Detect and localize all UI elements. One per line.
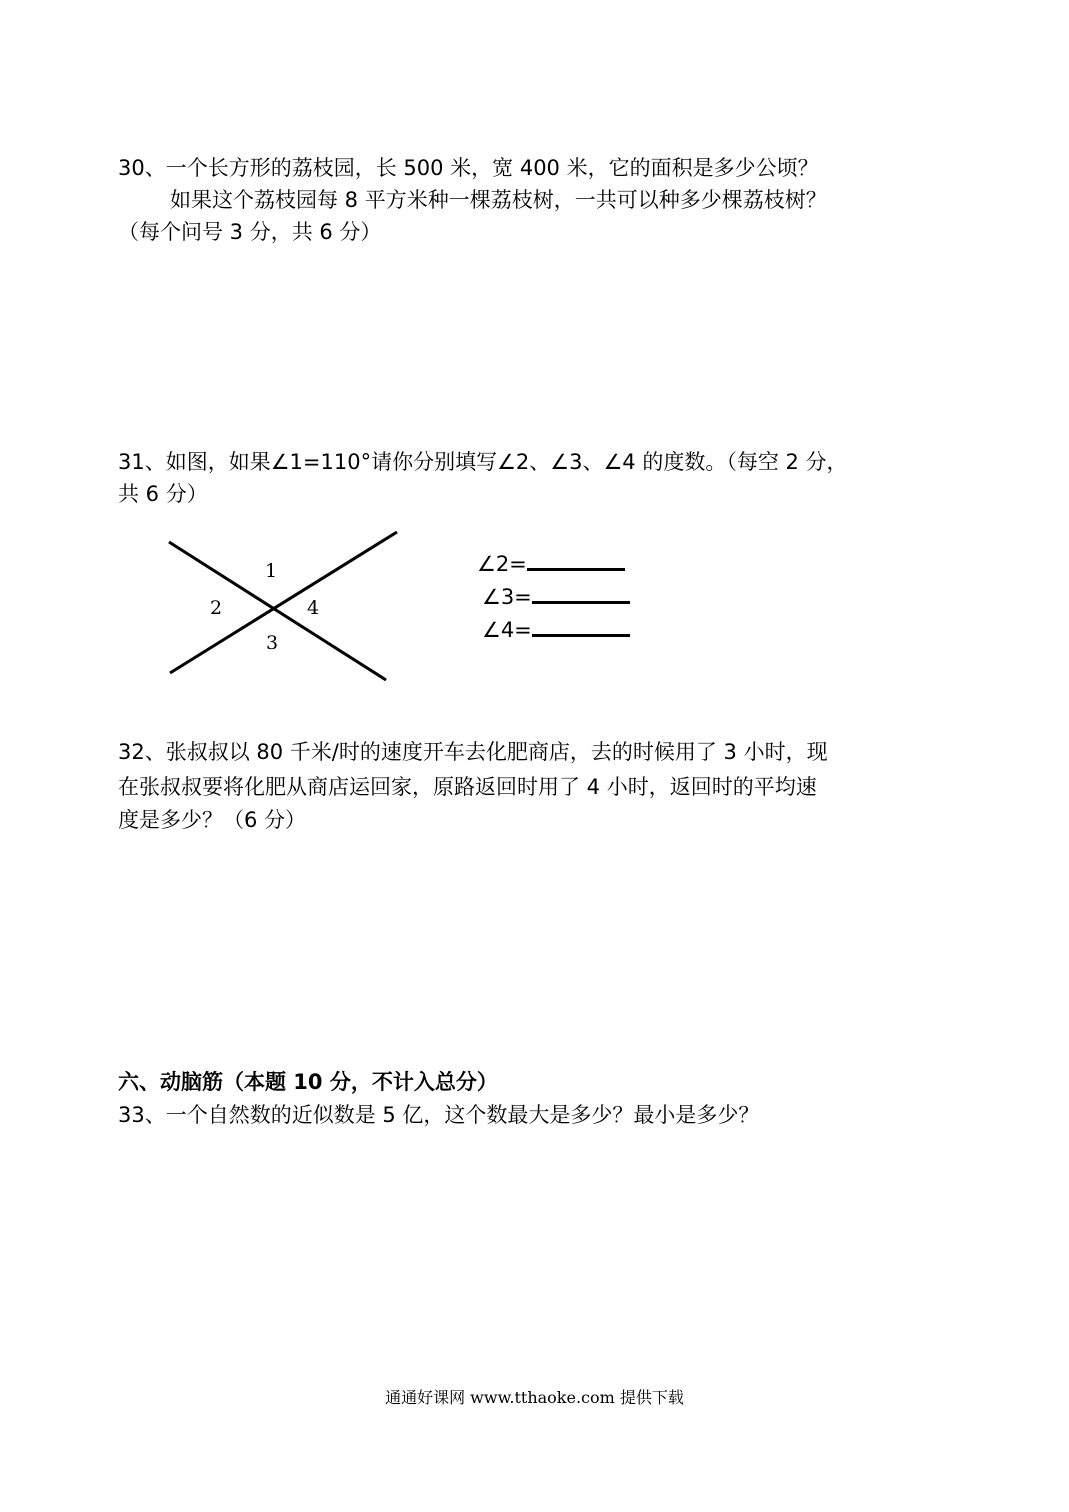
answer-angle-2-blank[interactable] [527,548,625,571]
section-6-heading: 六、动脑筋（本题 10 分，不计入总分） [118,1070,498,1094]
q30-line2: 如果这个荔枝园每 8 平方米种一棵荔枝树，一共可以种多少棵荔枝树？ [170,188,827,212]
line-a [169,542,386,680]
intersecting-lines-figure [160,528,410,688]
q32-line1: 32、张叔叔以 80 千米/时的速度开车去化肥商店，去的时候用了 3 小时，现 [118,740,828,764]
answer-angle-4 [482,614,630,643]
answer-angle-2 [477,548,625,577]
answer-angle-4-label: ∠4= [482,618,532,642]
answer-angle-3-label: ∠3= [482,585,532,609]
angle-label-4: 4 [307,597,320,619]
footer-text: 通通好课网 www.tthaoke.com 提供下载 [385,1388,684,1407]
q31-line1: 31、如图，如果∠1=110°请你分别填写∠2、∠3、∠4 的度数。（每空 2 分， [118,450,848,474]
answer-angle-4-blank[interactable] [532,614,630,637]
angle-label-2: 2 [210,597,223,619]
q32-line3: 度是多少？（6 分） [118,808,307,832]
q32-line2: 在张叔叔要将化肥从商店运回家，原路返回时用了 4 小时，返回时的平均速 [118,775,817,799]
q31-line2: 共 6 分） [118,482,208,506]
answer-angle-3-blank[interactable] [532,581,630,604]
q30-line1: 30、一个长方形的荔枝园，长 500 米，宽 400 米，它的面积是多少公顷？ [118,156,819,180]
line-b [170,532,397,673]
q33-line1: 33、一个自然数的近似数是 5 亿，这个数最大是多少？最小是多少？ [118,1103,760,1127]
answer-angle-2-label: ∠2= [477,552,527,576]
q30-line3: （每个问号 3 分，共 6 分） [118,220,382,244]
angle-label-3: 3 [266,632,279,654]
angle-label-1: 1 [265,560,278,582]
answer-angle-3 [482,581,630,610]
